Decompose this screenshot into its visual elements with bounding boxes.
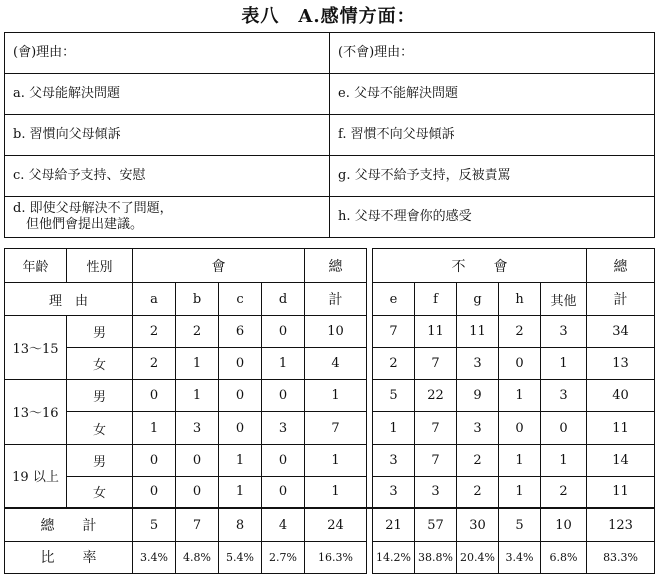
age-group-label: 19 以上 (5, 444, 67, 508)
grand-total-cell: 14 (587, 444, 655, 476)
gender-cell: 男 (67, 380, 133, 412)
value-cell: 7 (415, 348, 457, 380)
value-cell: 2 (133, 316, 176, 348)
value-cell: 3 (541, 316, 587, 348)
col-e: e (373, 283, 415, 316)
rate-cell: 3.4% (133, 541, 176, 573)
value-cell: 7 (415, 444, 457, 476)
value-cell: 7 (176, 508, 219, 541)
value-cell: 1 (541, 444, 587, 476)
header-age: 年齡 (5, 249, 67, 283)
gender-cell: 女 (67, 412, 133, 444)
rate-cell: 14.2% (373, 541, 415, 573)
value-cell: 1 (499, 380, 541, 412)
col-a: a (133, 283, 176, 316)
rate-cell: 2.7% (262, 541, 305, 573)
value-cell: 0 (499, 348, 541, 380)
value-cell: 1 (373, 412, 415, 444)
value-cell: 3 (262, 412, 305, 444)
header-wont: 不 會 (373, 249, 587, 283)
value-cell: 10 (541, 508, 587, 541)
value-cell: 30 (457, 508, 499, 541)
will-total-cell: 1 (305, 476, 367, 508)
value-cell: 0 (262, 476, 305, 508)
rate-cell: 16.3% (305, 541, 367, 573)
value-cell: 1 (176, 348, 219, 380)
value-cell: 2 (457, 476, 499, 508)
col-h: h (499, 283, 541, 316)
reasons-table (4, 32, 655, 238)
col-c: c (219, 283, 262, 316)
value-cell: 0 (133, 476, 176, 508)
col-g: g (457, 283, 499, 316)
will-total-cell: 24 (305, 508, 367, 541)
rate-cell: 6.8% (541, 541, 587, 573)
col-other: 其他 (541, 283, 587, 316)
value-cell: 2 (499, 316, 541, 348)
value-cell: 0 (262, 444, 305, 476)
table-row (5, 316, 655, 348)
gender-cell: 男 (67, 444, 133, 476)
gender-cell: 男 (67, 316, 133, 348)
header-gender: 性別 (67, 249, 133, 283)
grand-total-cell: 40 (587, 380, 655, 412)
grand-total-cell: 11 (587, 476, 655, 508)
value-cell: 21 (373, 508, 415, 541)
reason-h: h. 父母不理會你的感受 (330, 197, 655, 238)
reason-e: e. 父母不能解決問題 (330, 74, 655, 115)
total-label: 總 計 (5, 508, 133, 541)
value-cell: 0 (219, 412, 262, 444)
value-cell: 2 (133, 348, 176, 380)
value-cell: 3 (541, 380, 587, 412)
total-row (5, 508, 655, 541)
value-cell: 2 (457, 444, 499, 476)
will-reasons-header: (會)理由： (5, 33, 330, 74)
reason-f: f. 習慣不向父母傾訴 (330, 115, 655, 156)
header-will-total-bottom: 計 (305, 283, 367, 316)
col-d: d (262, 283, 305, 316)
value-cell: 22 (415, 380, 457, 412)
reason-d: d. 即使父母解決不了問題， 但他們會提出建議。 (5, 197, 330, 238)
rate-cell: 5.4% (219, 541, 262, 573)
gender-cell: 女 (67, 348, 133, 380)
value-cell: 5 (373, 380, 415, 412)
value-cell: 57 (415, 508, 457, 541)
value-cell: 0 (262, 316, 305, 348)
value-cell: 0 (133, 380, 176, 412)
will-total-cell: 1 (305, 380, 367, 412)
value-cell: 1 (176, 380, 219, 412)
value-cell: 3 (176, 412, 219, 444)
value-cell: 1 (499, 444, 541, 476)
page-title: 表八 A.感情方面： (241, 6, 416, 27)
value-cell: 6 (219, 316, 262, 348)
grand-total-cell: 11 (587, 412, 655, 444)
table-row (5, 380, 655, 412)
value-cell: 4 (262, 508, 305, 541)
table-row (5, 348, 655, 380)
value-cell: 5 (499, 508, 541, 541)
value-cell: 3 (373, 444, 415, 476)
header-reason: 理 由 (5, 283, 133, 316)
header-grand-total-top: 總 (587, 249, 655, 283)
value-cell: 3 (415, 476, 457, 508)
value-cell: 8 (219, 508, 262, 541)
value-cell: 0 (176, 444, 219, 476)
value-cell: 2 (541, 476, 587, 508)
value-cell: 11 (415, 316, 457, 348)
value-cell: 0 (541, 412, 587, 444)
will-total-cell: 1 (305, 444, 367, 476)
rate-cell: 38.8% (415, 541, 457, 573)
value-cell: 0 (219, 348, 262, 380)
rate-cell: 3.4% (499, 541, 541, 573)
table-row (5, 444, 655, 476)
value-cell: 9 (457, 380, 499, 412)
age-group-label: 13～16 (5, 380, 67, 444)
value-cell: 1 (262, 348, 305, 380)
header-will: 會 (133, 249, 305, 283)
gender-cell: 女 (67, 476, 133, 508)
grand-total-cell: 34 (587, 316, 655, 348)
value-cell: 2 (373, 348, 415, 380)
value-cell: 0 (219, 380, 262, 412)
reason-g: g. 父母不給予支持，反被責罵 (330, 156, 655, 197)
table-row (5, 412, 655, 444)
grand-total-cell: 123 (587, 508, 655, 541)
wont-reasons-header: (不會)理由： (330, 33, 655, 74)
col-f: f (415, 283, 457, 316)
value-cell: 0 (499, 412, 541, 444)
value-cell: 11 (457, 316, 499, 348)
value-cell: 2 (176, 316, 219, 348)
value-cell: 7 (415, 412, 457, 444)
reason-b: b. 習慣向父母傾訴 (5, 115, 330, 156)
rate-cell: 83.3% (587, 541, 655, 573)
will-total-cell: 7 (305, 412, 367, 444)
table-row (5, 476, 655, 508)
rate-label: 比 率 (5, 541, 133, 573)
header-will-total-top: 總 (305, 249, 367, 283)
value-cell: 3 (457, 348, 499, 380)
value-cell: 0 (262, 380, 305, 412)
rate-cell: 4.8% (176, 541, 219, 573)
reason-c: c. 父母給予支持、安慰 (5, 156, 330, 197)
header-grand-total-bottom: 計 (587, 283, 655, 316)
value-cell: 1 (219, 444, 262, 476)
reason-a: a. 父母能解決問題 (5, 74, 330, 115)
col-b: b (176, 283, 219, 316)
value-cell: 3 (373, 476, 415, 508)
value-cell: 0 (176, 476, 219, 508)
will-total-cell: 4 (305, 348, 367, 380)
age-group-label: 13～15 (5, 316, 67, 380)
value-cell: 7 (373, 316, 415, 348)
stats-table (4, 248, 655, 574)
value-cell: 3 (457, 412, 499, 444)
grand-total-cell: 13 (587, 348, 655, 380)
value-cell: 1 (499, 476, 541, 508)
value-cell: 5 (133, 508, 176, 541)
rate-cell: 20.4% (457, 541, 499, 573)
rate-row (5, 541, 655, 573)
value-cell: 0 (133, 444, 176, 476)
value-cell: 1 (133, 412, 176, 444)
value-cell: 1 (541, 348, 587, 380)
value-cell: 1 (219, 476, 262, 508)
will-total-cell: 10 (305, 316, 367, 348)
